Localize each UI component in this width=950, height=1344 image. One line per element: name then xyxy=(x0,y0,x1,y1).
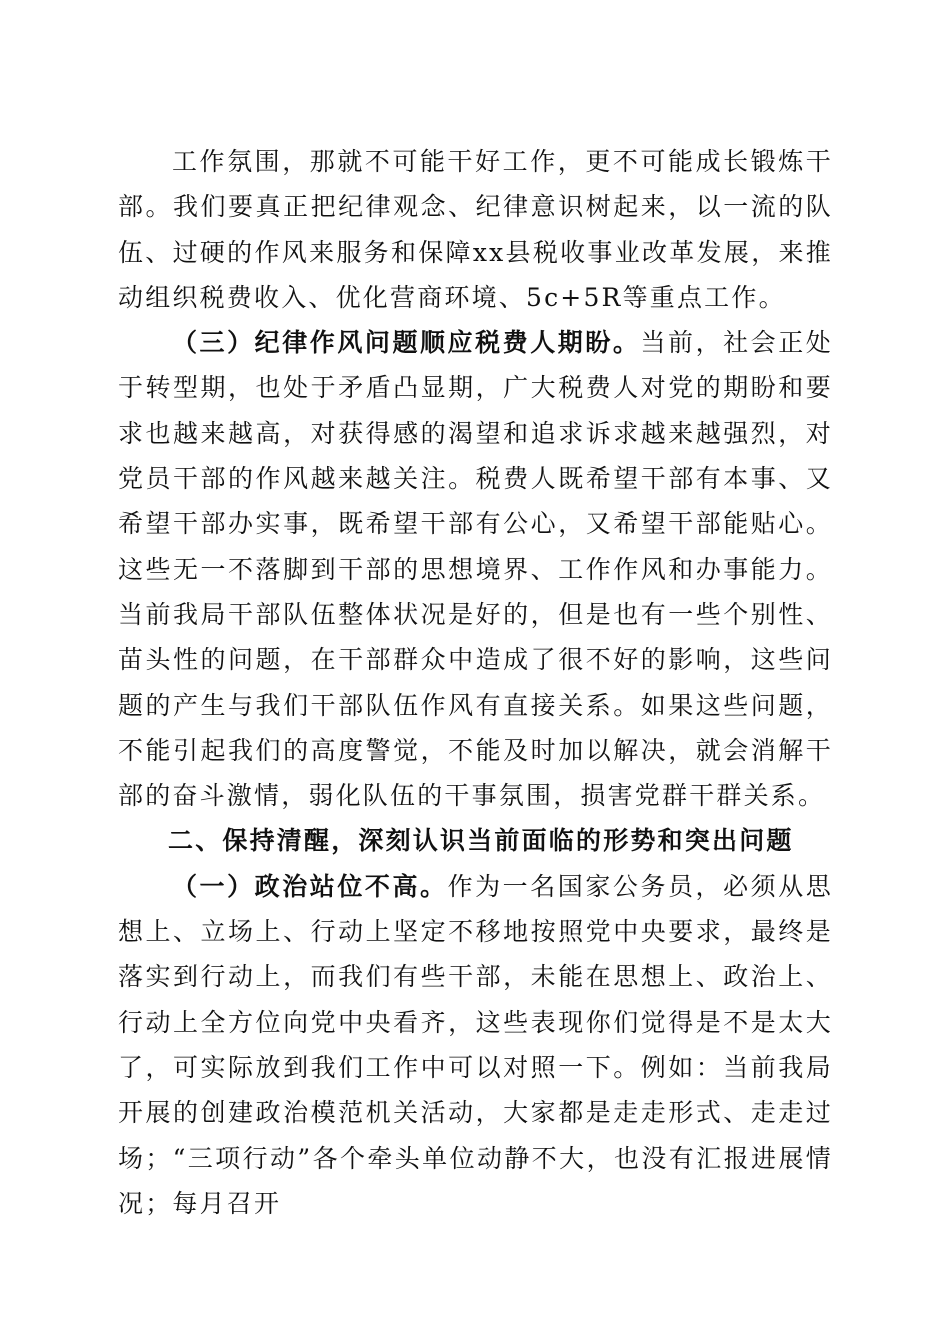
paragraph-text: 当前，社会正处于转型期，也处于矛盾凸显期，广大税费人对党的期盼和要求也越来越高，对获得感的渴望和追求诉求越来越强烈，对党员干部的作风越来越关注。税费人既希望干部有本事、又希望干部办实事，既希望干部有公心，又希望干部能贴心。这些无一不落脚到干部的思想境界、工作作风和办事能力。当前我局干部队伍整体状况是好的，但是也有一些个别性、苗头性的问题，在干部群众中造成了很不好的影响，这些问题的产生与我们干部队伍作风有直接关系。如果这些问题，不能引起我们的高度警觉，不能及时加以解决，就会消解干部的奋斗激情，弱化队伍的干事氛围，损害党群干群关系。 xyxy=(118,328,833,811)
document-body xyxy=(118,139,833,1226)
paragraph-lead-heading: （三）纪律作风问题顺应税费人期盼。 xyxy=(172,328,641,358)
section-heading: 二、保持清醒，深刻认识当前面临的形势和突出问题 xyxy=(168,826,794,856)
paragraph-text: 作为一名国家公务员，必须从思想上、立场上、行动上坚定不移地按照党中央要求，最终是落实到行动上，而我们有些干部，未能在思想上、政治上、行动上全方位向党中央看齐，这些表现你们觉得是不是太大了，可实际放到我们工作中可以对照一下。例如：当前我局开展的创建政治模范机关活动，大家都是走走形式、走走过场；“三项行动”各个牵头单位动静不大，也没有汇报进展情况；每月召开 xyxy=(118,871,833,1218)
paragraph-political-position xyxy=(118,864,833,1226)
paragraph-lead-heading: （一）政治站位不高。 xyxy=(172,871,448,901)
paragraph-text: 工作氛围，那就不可能干好工作，更不可能成长锻炼干部。我们要真正把纪律观念、纪律意识树起来，以一流的队伍、过硬的作风来服务和保障xx县税收事业改革发展，来推动组织税费收入、优化营商环境、5c+5R等重点工作。 xyxy=(118,147,833,312)
paragraph-work-atmosphere xyxy=(118,139,833,320)
paragraph-discipline-expectation xyxy=(118,320,833,818)
